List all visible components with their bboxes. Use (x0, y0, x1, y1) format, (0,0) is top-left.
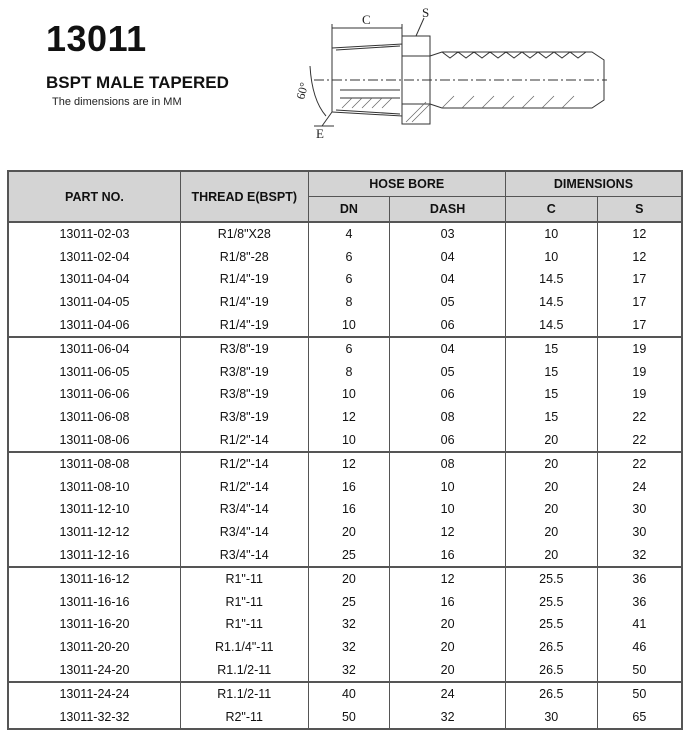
drawing-label-c: C (362, 12, 371, 27)
dash-cell: 12 (390, 567, 506, 591)
s-cell: 30 (597, 521, 682, 544)
thread-cell: R2"-11 (180, 705, 308, 729)
c-cell: 20 (505, 428, 597, 452)
s-cell: 19 (597, 361, 682, 384)
c-cell: 15 (505, 383, 597, 406)
table-row (8, 636, 682, 659)
c-cell: 26.5 (505, 658, 597, 682)
thread-cell: R1"-11 (180, 567, 308, 591)
c-cell: 20 (505, 452, 597, 476)
part-no-cell: 13011-06-05 (8, 361, 180, 384)
c-cell: 15 (505, 337, 597, 361)
thread-cell: R3/8"-19 (180, 361, 308, 384)
part-no-cell: 13011-16-12 (8, 567, 180, 591)
dn-cell: 16 (308, 476, 390, 499)
part-no-cell: 13011-12-10 (8, 498, 180, 521)
thread-cell: R1/8"-28 (180, 246, 308, 269)
dn-cell: 20 (308, 521, 390, 544)
c-cell: 14.5 (505, 291, 597, 314)
part-no-cell: 13011-06-04 (8, 337, 180, 361)
dash-cell: 20 (390, 658, 506, 682)
thread-cell: R1.1/4"-11 (180, 636, 308, 659)
s-cell: 32 (597, 543, 682, 567)
thread-cell: R3/8"-19 (180, 406, 308, 429)
c-cell: 14.5 (505, 268, 597, 291)
table-row (8, 383, 682, 406)
dash-cell: 16 (390, 543, 506, 567)
c-cell: 20 (505, 476, 597, 499)
part-no-cell: 13011-06-08 (8, 406, 180, 429)
part-no-cell: 13011-16-16 (8, 591, 180, 614)
thread-cell: R3/4"-14 (180, 521, 308, 544)
part-no-cell: 13011-12-12 (8, 521, 180, 544)
dn-cell: 10 (308, 428, 390, 452)
table-row (8, 361, 682, 384)
s-cell: 12 (597, 246, 682, 269)
dn-cell: 32 (308, 613, 390, 636)
s-cell: 17 (597, 313, 682, 337)
table-row (8, 452, 682, 476)
header-hose-bore: HOSE BORE (308, 171, 505, 197)
dn-cell: 8 (308, 361, 390, 384)
s-cell: 22 (597, 406, 682, 429)
part-no-cell: 13011-32-32 (8, 705, 180, 729)
dash-cell: 03 (390, 222, 506, 246)
table-row (8, 658, 682, 682)
c-cell: 26.5 (505, 682, 597, 706)
model-number: 13011 (46, 18, 147, 59)
s-cell: 50 (597, 682, 682, 706)
table-row (8, 222, 682, 246)
s-cell: 22 (597, 452, 682, 476)
thread-cell: R1"-11 (180, 613, 308, 636)
table-row (8, 613, 682, 636)
thread-cell: R1/2"-14 (180, 452, 308, 476)
product-subtitle: BSPT MALE TAPERED (46, 73, 229, 92)
thread-cell: R1/2"-14 (180, 428, 308, 452)
dn-cell: 6 (308, 337, 390, 361)
table-row (8, 591, 682, 614)
table-row (8, 543, 682, 567)
c-cell: 26.5 (505, 636, 597, 659)
s-cell: 36 (597, 591, 682, 614)
s-cell: 22 (597, 428, 682, 452)
part-no-cell: 13011-04-06 (8, 313, 180, 337)
s-cell: 17 (597, 268, 682, 291)
thread-cell: R1/4"-19 (180, 291, 308, 314)
thread-cell: R1.1/2-11 (180, 658, 308, 682)
header-thread: THREAD E(BSPT) (180, 171, 308, 222)
table-row (8, 498, 682, 521)
dash-cell: 20 (390, 636, 506, 659)
dash-cell: 20 (390, 613, 506, 636)
table-row (8, 406, 682, 429)
table-row (8, 246, 682, 269)
dn-cell: 10 (308, 313, 390, 337)
part-no-cell: 13011-02-03 (8, 222, 180, 246)
part-no-cell: 13011-16-20 (8, 613, 180, 636)
thread-cell: R1/2"-14 (180, 476, 308, 499)
thread-cell: R1/4"-19 (180, 268, 308, 291)
c-cell: 15 (505, 406, 597, 429)
drawing-label-e: E (316, 126, 324, 141)
header-dn: DN (308, 197, 390, 223)
thread-cell: R3/8"-19 (180, 383, 308, 406)
c-cell: 15 (505, 361, 597, 384)
dash-cell: 24 (390, 682, 506, 706)
part-no-cell: 13011-24-24 (8, 682, 180, 706)
c-cell: 30 (505, 705, 597, 729)
part-no-cell: 13011-08-08 (8, 452, 180, 476)
thread-cell: R1"-11 (180, 591, 308, 614)
part-no-cell: 13011-06-06 (8, 383, 180, 406)
dn-cell: 8 (308, 291, 390, 314)
drawing-label-s: S (422, 5, 430, 20)
part-no-cell: 13011-04-04 (8, 268, 180, 291)
dn-cell: 50 (308, 705, 390, 729)
header-c: C (505, 197, 597, 223)
dn-cell: 12 (308, 406, 390, 429)
table-row (8, 291, 682, 314)
header-dimensions: DIMENSIONS (505, 171, 682, 197)
dash-cell: 08 (390, 452, 506, 476)
part-no-cell: 13011-08-10 (8, 476, 180, 499)
dn-cell: 12 (308, 452, 390, 476)
s-cell: 17 (597, 291, 682, 314)
table-row (8, 313, 682, 337)
thread-cell: R3/4"-14 (180, 543, 308, 567)
s-cell: 41 (597, 613, 682, 636)
c-cell: 25.5 (505, 591, 597, 614)
thread-cell: R3/8"-19 (180, 337, 308, 361)
dn-cell: 25 (308, 543, 390, 567)
header-part-no: PART NO. (8, 171, 180, 222)
header-dash: DASH (390, 197, 506, 223)
spec-table (7, 170, 683, 730)
c-cell: 20 (505, 498, 597, 521)
thread-cell: R1.1/2-11 (180, 682, 308, 706)
dash-cell: 32 (390, 705, 506, 729)
part-no-cell: 13011-20-20 (8, 636, 180, 659)
dash-cell: 05 (390, 291, 506, 314)
table-row (8, 521, 682, 544)
part-no-cell: 13011-12-16 (8, 543, 180, 567)
dash-cell: 04 (390, 268, 506, 291)
s-cell: 50 (597, 658, 682, 682)
thread-cell: R1/8"X28 (180, 222, 308, 246)
dn-cell: 32 (308, 636, 390, 659)
s-cell: 30 (597, 498, 682, 521)
thread-cell: R3/4"-14 (180, 498, 308, 521)
s-cell: 65 (597, 705, 682, 729)
dash-cell: 04 (390, 246, 506, 269)
table-row (8, 337, 682, 361)
dn-cell: 40 (308, 682, 390, 706)
dn-cell: 6 (308, 246, 390, 269)
s-cell: 19 (597, 383, 682, 406)
dn-cell: 6 (308, 268, 390, 291)
c-cell: 10 (505, 222, 597, 246)
dash-cell: 10 (390, 476, 506, 499)
c-cell: 20 (505, 521, 597, 544)
table-row (8, 268, 682, 291)
dash-cell: 06 (390, 428, 506, 452)
part-no-cell: 13011-02-04 (8, 246, 180, 269)
c-cell: 14.5 (505, 313, 597, 337)
dimensions-note: The dimensions are in MM (52, 96, 182, 108)
dn-cell: 20 (308, 567, 390, 591)
s-cell: 46 (597, 636, 682, 659)
dash-cell: 12 (390, 521, 506, 544)
dn-cell: 32 (308, 658, 390, 682)
table-row (8, 682, 682, 706)
s-cell: 36 (597, 567, 682, 591)
s-cell: 12 (597, 222, 682, 246)
part-no-cell: 13011-08-06 (8, 428, 180, 452)
table-row (8, 567, 682, 591)
c-cell: 10 (505, 246, 597, 269)
c-cell: 25.5 (505, 567, 597, 591)
dn-cell: 25 (308, 591, 390, 614)
dn-cell: 16 (308, 498, 390, 521)
drawing-label-angle: 60° (293, 80, 312, 101)
s-cell: 19 (597, 337, 682, 361)
s-cell: 24 (597, 476, 682, 499)
header-s: S (597, 197, 682, 223)
dash-cell: 16 (390, 591, 506, 614)
part-no-cell: 13011-04-05 (8, 291, 180, 314)
dash-cell: 06 (390, 313, 506, 337)
dn-cell: 4 (308, 222, 390, 246)
dn-cell: 10 (308, 383, 390, 406)
dash-cell: 06 (390, 383, 506, 406)
dash-cell: 04 (390, 337, 506, 361)
table-row (8, 705, 682, 729)
dash-cell: 05 (390, 361, 506, 384)
c-cell: 20 (505, 543, 597, 567)
thread-cell: R1/4"-19 (180, 313, 308, 337)
fitting-drawing (282, 4, 612, 144)
dash-cell: 08 (390, 406, 506, 429)
table-row (8, 428, 682, 452)
c-cell: 25.5 (505, 613, 597, 636)
part-no-cell: 13011-24-20 (8, 658, 180, 682)
table-row (8, 476, 682, 499)
spec-table-body (8, 222, 682, 729)
dash-cell: 10 (390, 498, 506, 521)
